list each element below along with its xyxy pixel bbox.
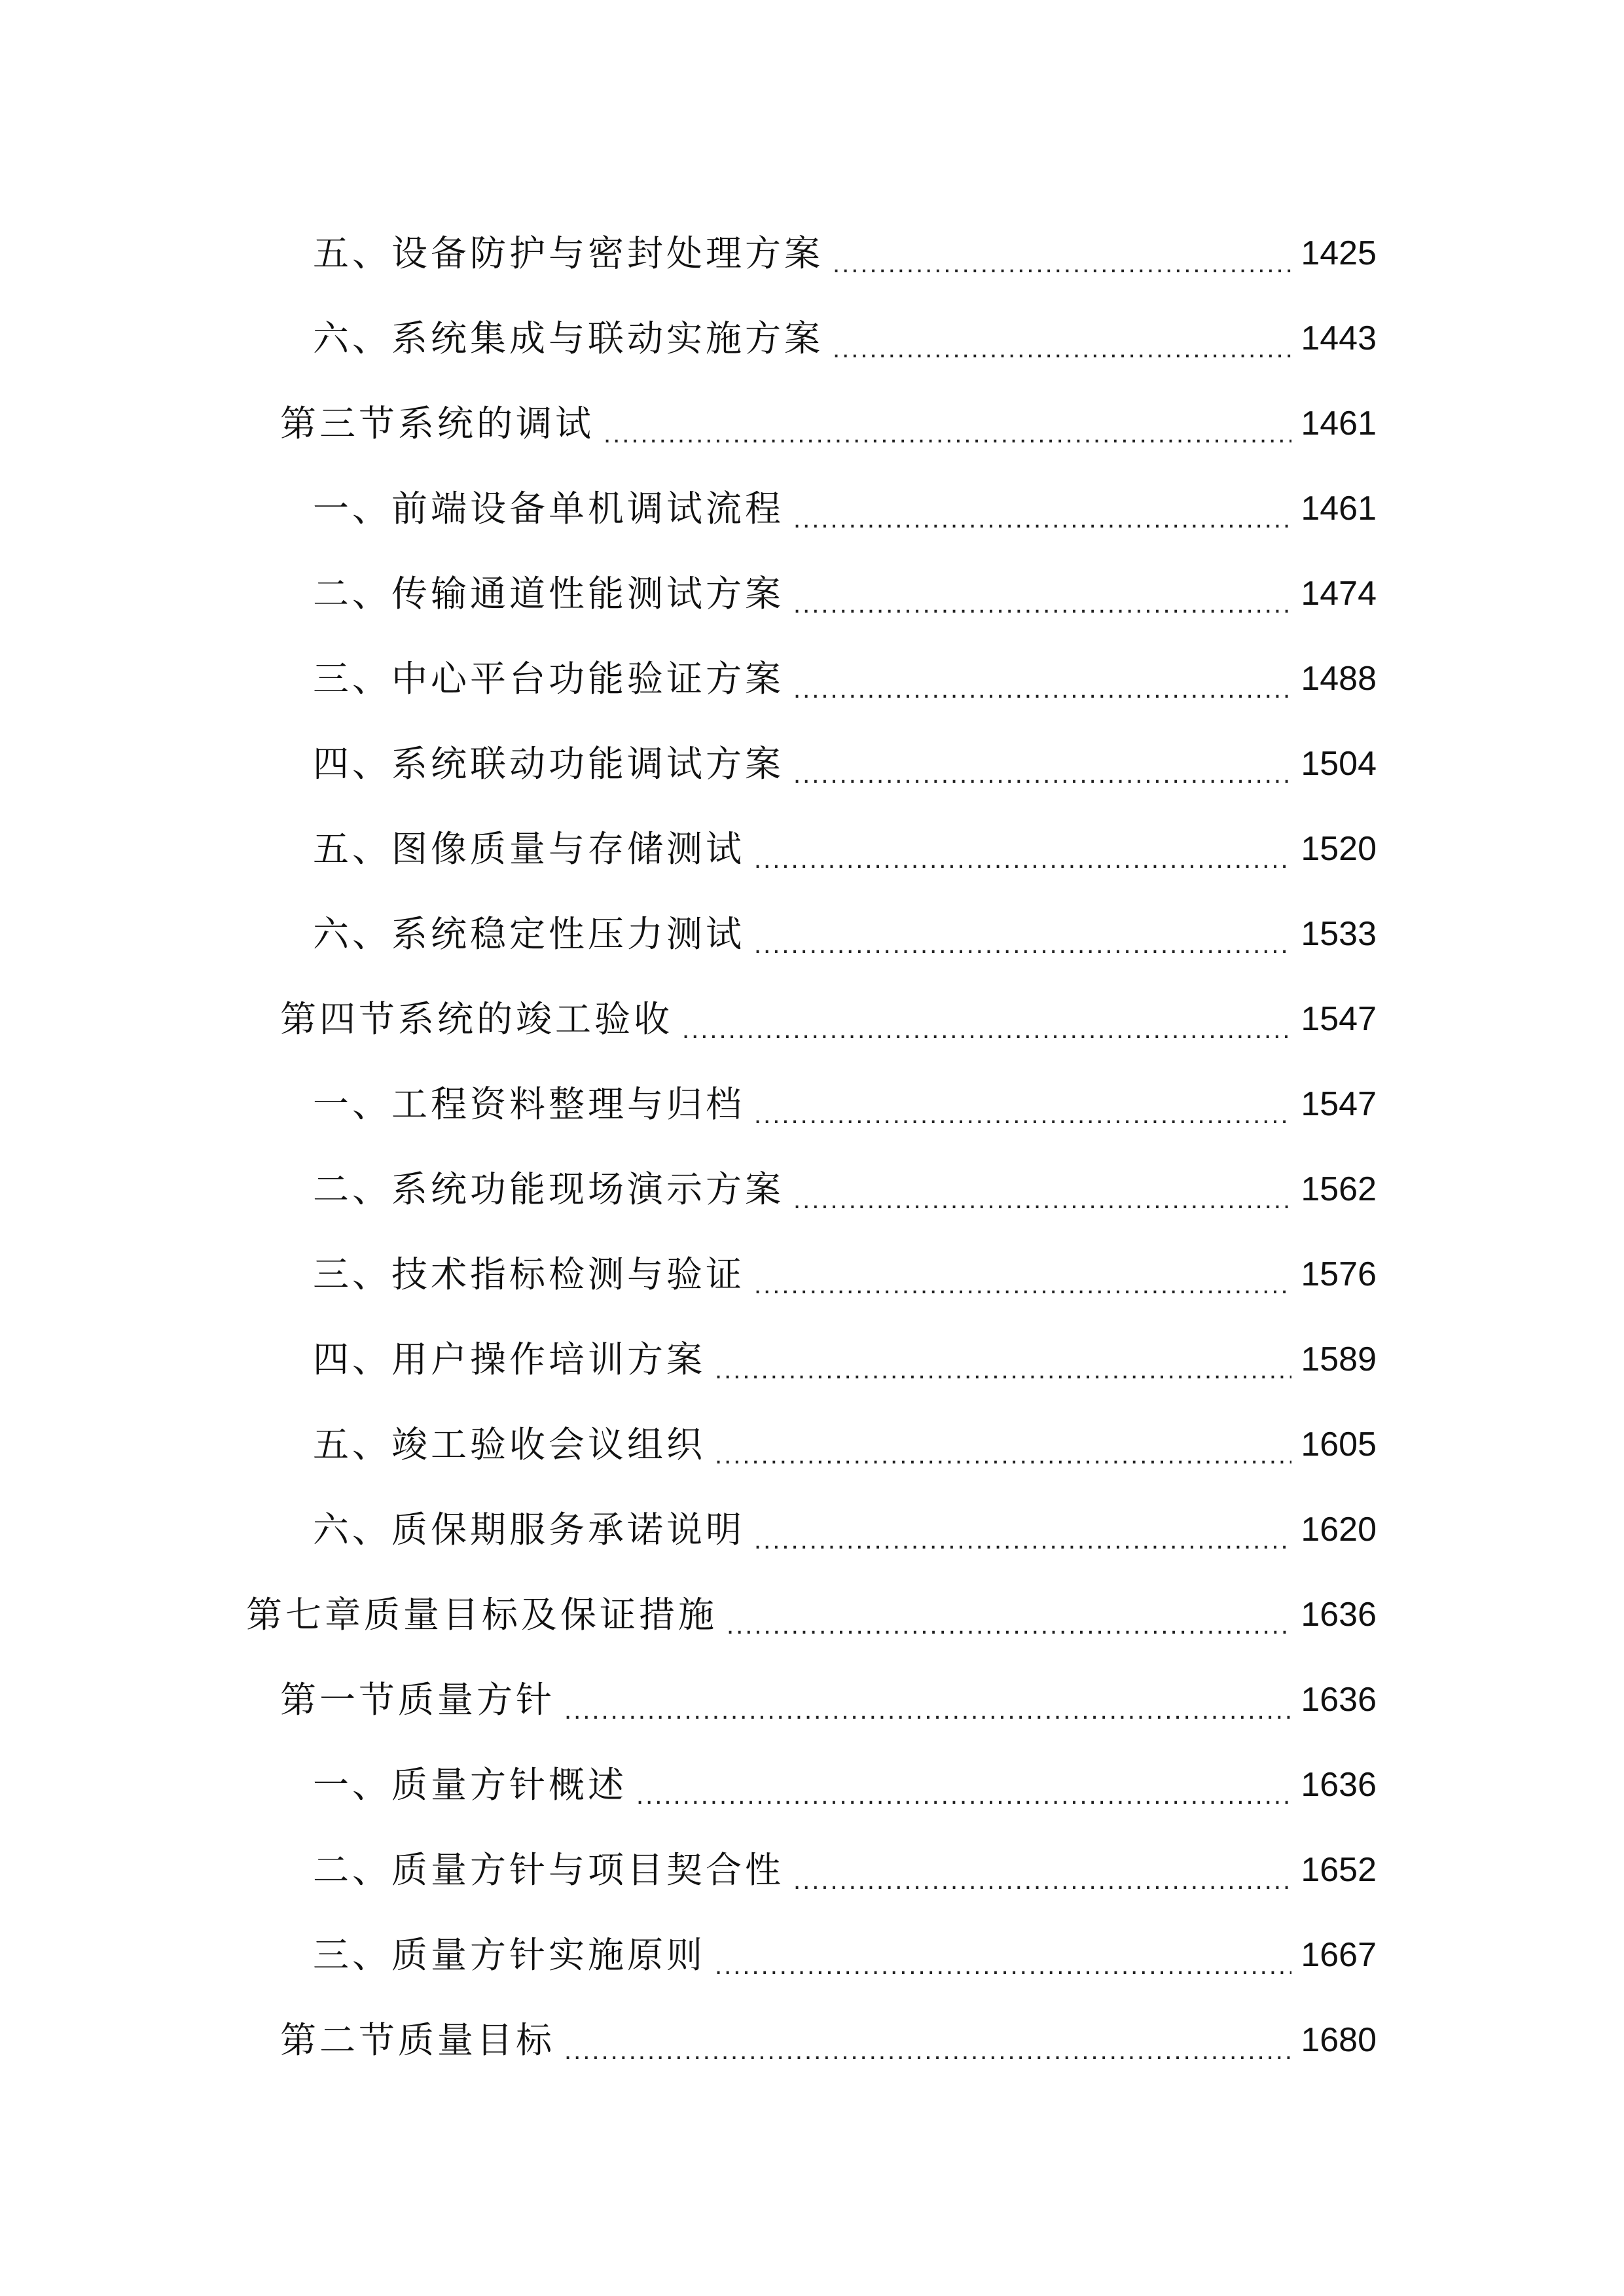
toc-entry-title: 三、质量方针实施原则 [313, 1933, 706, 1976]
toc-entry[interactable] [0, 1572, 1624, 1657]
toc-entry[interactable] [0, 1317, 1624, 1402]
toc-entry-page: 1652 [1301, 1851, 1377, 1889]
toc-entry[interactable] [0, 1487, 1624, 1572]
toc-entry-title: 第一节质量方针 [280, 1678, 556, 1721]
toc-entry-page: 1636 [1301, 1681, 1377, 1719]
toc-entry[interactable] [0, 381, 1624, 466]
toc-leader-dots [754, 931, 1291, 958]
toc-entry[interactable] [0, 1742, 1624, 1827]
toc-entry[interactable] [0, 721, 1624, 806]
toc-leader-dots [833, 251, 1291, 277]
toc-entry-page: 1520 [1301, 830, 1377, 868]
toc-leader-dots [715, 1357, 1291, 1383]
toc-entry-title: 第二节质量目标 [280, 2018, 556, 2061]
toc-entry-page: 1562 [1301, 1170, 1377, 1208]
toc-entry-title: 六、系统稳定性压力测试 [313, 912, 746, 955]
toc-entry[interactable] [0, 1827, 1624, 1912]
toc-entry-page: 1589 [1301, 1340, 1377, 1378]
toc-leader-dots [793, 591, 1291, 617]
toc-entry[interactable] [0, 1232, 1624, 1317]
toc-entry-page: 1680 [1301, 2021, 1377, 2059]
toc-entry-title: 一、质量方针概述 [313, 1763, 628, 1806]
toc-entry-page: 1504 [1301, 745, 1377, 783]
toc-entry-title: 二、传输通道性能测试方案 [313, 572, 785, 615]
toc-leader-dots [727, 1612, 1291, 1638]
toc-entry-title: 五、图像质量与存储测试 [313, 827, 746, 870]
toc-entry-title: 五、竣工验收会议组织 [313, 1423, 706, 1465]
toc-entry[interactable] [0, 466, 1624, 551]
toc-entry-page: 1443 [1301, 319, 1377, 357]
toc-entry-page: 1605 [1301, 1426, 1377, 1463]
toc-leader-dots [636, 1782, 1291, 1808]
toc-entry-page: 1425 [1301, 234, 1377, 272]
toc-entry-page: 1620 [1301, 1511, 1377, 1549]
table-of-contents [0, 211, 1624, 2083]
toc-entry-title: 六、质保期服务承诺说明 [313, 1508, 746, 1551]
toc-entry-page: 1636 [1301, 1766, 1377, 1804]
toc-entry-page: 1547 [1301, 1000, 1377, 1038]
toc-entry-page: 1667 [1301, 1936, 1377, 1974]
toc-entry[interactable] [0, 296, 1624, 381]
toc-entry-page: 1533 [1301, 915, 1377, 953]
toc-entry-title: 二、系统功能现场演示方案 [313, 1168, 785, 1210]
toc-entry-page: 1636 [1301, 1596, 1377, 1634]
toc-entry[interactable] [0, 1402, 1624, 1487]
toc-leader-dots [682, 1016, 1291, 1043]
toc-entry[interactable] [0, 211, 1624, 296]
toc-leader-dots [754, 1527, 1291, 1553]
toc-leader-dots [754, 846, 1291, 872]
toc-entry-page: 1547 [1301, 1085, 1377, 1123]
toc-leader-dots [604, 421, 1291, 447]
toc-entry[interactable] [0, 636, 1624, 721]
toc-entry-title: 三、中心平台功能验证方案 [313, 657, 785, 700]
toc-entry-title: 四、用户操作培训方案 [313, 1338, 706, 1380]
toc-entry-title: 一、前端设备单机调试流程 [313, 487, 785, 529]
toc-leader-dots [715, 1442, 1291, 1468]
toc-leader-dots [793, 676, 1291, 702]
toc-entry[interactable] [0, 1912, 1624, 1998]
toc-entry-title: 四、系统联动功能调试方案 [313, 742, 785, 785]
toc-entry-title: 第七章质量目标及保证措施 [246, 1593, 718, 1636]
toc-leader-dots [793, 506, 1291, 532]
toc-entry-page: 1474 [1301, 575, 1377, 613]
toc-leader-dots [754, 1272, 1291, 1298]
toc-leader-dots [793, 761, 1291, 787]
toc-leader-dots [793, 1187, 1291, 1213]
toc-entry-page: 1461 [1301, 490, 1377, 528]
toc-entry[interactable] [0, 1998, 1624, 2083]
toc-leader-dots [833, 336, 1291, 362]
toc-entry[interactable] [0, 977, 1624, 1062]
toc-entry[interactable] [0, 1062, 1624, 1147]
toc-entry[interactable] [0, 1147, 1624, 1232]
toc-entry[interactable] [0, 891, 1624, 977]
toc-leader-dots [715, 1952, 1291, 1979]
toc-entry-title: 五、设备防护与密封处理方案 [313, 232, 824, 274]
toc-entry-title: 第四节系统的竣工验收 [280, 997, 674, 1040]
toc-entry[interactable] [0, 551, 1624, 636]
toc-leader-dots [754, 1102, 1291, 1128]
toc-entry-title: 一、工程资料整理与归档 [313, 1083, 746, 1125]
toc-entry-title: 二、质量方针与项目契合性 [313, 1848, 785, 1891]
toc-entry[interactable] [0, 806, 1624, 891]
toc-entry-page: 1488 [1301, 660, 1377, 698]
toc-leader-dots [564, 1697, 1291, 1723]
toc-entry[interactable] [0, 1657, 1624, 1742]
toc-leader-dots [564, 2037, 1291, 2064]
toc-entry-title: 三、技术指标检测与验证 [313, 1253, 746, 1295]
toc-entry-title: 六、系统集成与联动实施方案 [313, 317, 824, 359]
toc-entry-title: 第三节系统的调试 [280, 402, 595, 444]
toc-entry-page: 1461 [1301, 404, 1377, 442]
toc-leader-dots [793, 1867, 1291, 1893]
toc-entry-page: 1576 [1301, 1255, 1377, 1293]
